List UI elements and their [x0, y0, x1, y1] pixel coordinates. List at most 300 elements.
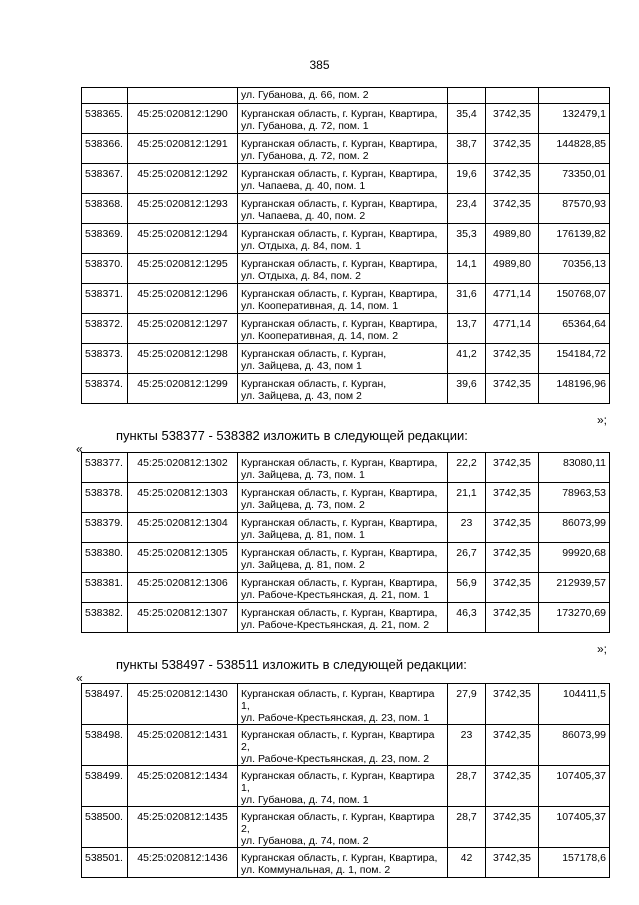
item-number-text: 538499.: [85, 770, 123, 782]
address-cell: [238, 807, 448, 848]
unit-value-cell: [486, 134, 539, 164]
item-number-text: 538382.: [85, 607, 123, 619]
cadastral-number-text: 45:25:020812:1431: [137, 729, 228, 741]
address-cell: [238, 88, 448, 104]
unit-value-cell: [486, 104, 539, 134]
area-text: 42: [460, 852, 473, 864]
address-line-2: ул. Рабоче-Крестьянская, д. 21, пом. 1: [241, 589, 430, 601]
address-cell: [238, 725, 448, 766]
address-cell: [238, 104, 448, 134]
table-row: [82, 543, 610, 573]
cadastral-value-cell: [539, 684, 610, 725]
address-line-1: Курганская область, г. Курган, Квартира,: [241, 607, 438, 619]
table-row: [82, 164, 610, 194]
area-text: 56,9: [456, 577, 477, 589]
item-number-text: 538367.: [85, 168, 123, 180]
address-line-1: Курганская область, г. Курган, Квартира,: [241, 318, 438, 330]
address-cell: [238, 543, 448, 573]
cadastral-number-text: 45:25:020812:1306: [137, 577, 228, 589]
cadastral-value-cell: [539, 513, 610, 543]
unit-value-text: 3742,35: [493, 378, 531, 390]
unit-value-cell: [486, 848, 539, 878]
cadastral-value-text: 107405,37: [556, 811, 606, 823]
property-table-1: [81, 87, 610, 404]
address-line-1: Курганская область, г. Курган, Квартира 2,: [241, 729, 435, 753]
address-line-1: Курганская область, г. Курган, Квартира,: [241, 228, 438, 240]
unit-value-text: 3742,35: [493, 457, 531, 469]
table-row: [82, 766, 610, 807]
table-row: [82, 453, 610, 483]
address-cell: [238, 603, 448, 633]
area-cell: [448, 573, 486, 603]
cadastral-value-cell: [539, 134, 610, 164]
unit-value-cell: [486, 483, 539, 513]
address-line-2: ул. Зайцева, д. 43, пом 1: [241, 360, 362, 372]
address-cell: [238, 164, 448, 194]
unit-value-cell: [486, 453, 539, 483]
area-text: 13,7: [456, 318, 477, 330]
cadastral-number-cell: [128, 284, 238, 314]
area-text: 35,3: [456, 228, 477, 240]
item-number-cell: [82, 543, 128, 573]
area-text: 28,7: [456, 770, 477, 782]
cadastral-value-text: 78963,53: [562, 487, 606, 499]
cadastral-value-text: 99920,68: [562, 547, 606, 559]
cadastral-value-cell: [539, 766, 610, 807]
address-line-1: Курганская область, г. Курган, Квартира,: [241, 577, 438, 589]
address-line-1: Курганская область, г. Курган, Квартира,: [241, 457, 438, 469]
table-row: [82, 88, 610, 104]
cadastral-number-text: 45:25:020812:1298: [137, 348, 228, 360]
cadastral-value-text: 65364,64: [562, 318, 606, 330]
cadastral-value-text: 86073,99: [562, 517, 606, 529]
cadastral-number-text: 45:25:020812:1292: [137, 168, 228, 180]
area-cell: [448, 483, 486, 513]
area-cell: [448, 314, 486, 344]
address-line-1: Курганская область, г. Курган, Квартира,: [241, 108, 438, 120]
page-number: 385: [309, 58, 330, 72]
cadastral-number-cell: [128, 513, 238, 543]
item-number-cell: [82, 573, 128, 603]
cadastral-value-text: 104411,5: [562, 688, 606, 700]
area-cell: [448, 603, 486, 633]
area-text: 19,6: [456, 168, 477, 180]
address-line-1: Курганская область, г. Курган, Квартира,: [241, 288, 438, 300]
item-number-text: 538498.: [85, 729, 123, 741]
unit-value-text: 3742,35: [493, 770, 531, 782]
unit-value-text: 4989,80: [493, 258, 531, 270]
table-row: [82, 344, 610, 374]
item-number-cell: [82, 725, 128, 766]
table-row: [82, 603, 610, 633]
unit-value-cell: [486, 543, 539, 573]
cadastral-value-text: 73350,01: [562, 168, 606, 180]
address-cell: [238, 848, 448, 878]
unit-value-cell: [486, 684, 539, 725]
cadastral-value-cell: [539, 344, 610, 374]
address-line-2: ул. Губанова, д. 72, пом. 2: [241, 150, 369, 162]
area-cell: [448, 807, 486, 848]
cadastral-number-text: 45:25:020812:1302: [137, 457, 228, 469]
address-line-2: ул. Чапаева, д. 40, пом. 1: [241, 180, 366, 192]
cadastral-value-text: 86073,99: [562, 729, 606, 741]
cadastral-value-text: 148196,96: [556, 378, 606, 390]
unit-value-text: 3742,35: [493, 547, 531, 559]
area-cell: [448, 453, 486, 483]
cadastral-value-cell: [539, 314, 610, 344]
cadastral-number-cell: [128, 453, 238, 483]
cadastral-value-text: 150768,07: [556, 288, 606, 300]
cadastral-number-text: 45:25:020812:1430: [137, 688, 228, 700]
area-cell: [448, 284, 486, 314]
address-line-2: ул. Губанова, д. 74, пом. 2: [241, 835, 369, 847]
item-number-text: 538366.: [85, 138, 123, 150]
amendment-instruction-2: пункты 538497 - 538511 изложить в следующей редакции:: [116, 657, 467, 672]
cadastral-number-cell: [128, 483, 238, 513]
item-number-cell: [82, 284, 128, 314]
cadastral-number-text: 45:25:020812:1303: [137, 487, 228, 499]
item-number-cell: [82, 344, 128, 374]
area-cell: [448, 684, 486, 725]
cadastral-value-text: 132479,1: [562, 108, 606, 120]
address-line-1: Курганская область, г. Курган, Квартира 1,: [241, 770, 435, 794]
area-cell: [448, 104, 486, 134]
item-number-cell: [82, 848, 128, 878]
unit-value-cell: [486, 254, 539, 284]
cadastral-value-cell: [539, 453, 610, 483]
table-row: [82, 807, 610, 848]
item-number-cell: [82, 164, 128, 194]
address-line-1: Курганская область, г. Курган,: [241, 378, 387, 390]
address-line-2: ул. Губанова, д. 74, пом. 1: [241, 794, 369, 806]
cadastral-number-text: 45:25:020812:1307: [137, 607, 228, 619]
cadastral-value-cell: [539, 483, 610, 513]
cadastral-number-text: 45:25:020812:1290: [137, 108, 228, 120]
unit-value-cell: [486, 807, 539, 848]
item-number-cell: [82, 766, 128, 807]
table-row: [82, 573, 610, 603]
cadastral-value-cell: [539, 88, 610, 104]
unit-value-text: 3742,35: [493, 198, 531, 210]
cadastral-value-cell: [539, 254, 610, 284]
item-number-cell: [82, 374, 128, 404]
item-number-text: 538378.: [85, 487, 123, 499]
unit-value-text: 3742,35: [493, 607, 531, 619]
unit-value-cell: [486, 573, 539, 603]
cadastral-number-text: 45:25:020812:1291: [137, 138, 228, 150]
table-row: [82, 104, 610, 134]
cadastral-value-text: 154184,72: [556, 348, 606, 360]
item-number-text: 538374.: [85, 378, 123, 390]
cadastral-number-cell: [128, 104, 238, 134]
unit-value-text: 3742,35: [493, 108, 531, 120]
cadastral-value-text: 173270,69: [556, 607, 606, 619]
item-number-cell: [82, 314, 128, 344]
property-table-3: [81, 683, 610, 878]
item-number-text: 538501.: [85, 852, 123, 864]
address-line-1: Курганская область, г. Курган, Квартира,: [241, 138, 438, 150]
unit-value-cell: [486, 194, 539, 224]
unit-value-text: 3742,35: [493, 348, 531, 360]
address-line-2: ул. Зайцева, д. 81, пом. 1: [241, 529, 365, 541]
unit-value-text: 3742,35: [493, 852, 531, 864]
item-number-text: 538373.: [85, 348, 123, 360]
area-text: 23: [460, 517, 473, 529]
address-line-2: ул. Рабоче-Крестьянская, д. 23, пом. 2: [241, 753, 430, 765]
item-number-text: 538368.: [85, 198, 123, 210]
unit-value-cell: [486, 603, 539, 633]
unit-value-cell: [486, 88, 539, 104]
table-row: [82, 513, 610, 543]
area-text: 46,3: [456, 607, 477, 619]
area-cell: [448, 344, 486, 374]
address-line-1: Курганская область, г. Курган,: [241, 348, 387, 360]
cadastral-value-cell: [539, 374, 610, 404]
cadastral-value-text: 107405,37: [556, 770, 606, 782]
cadastral-number-text: 45:25:020812:1296: [137, 288, 228, 300]
cadastral-number-text: 45:25:020812:1305: [137, 547, 228, 559]
table-row: [82, 224, 610, 254]
unit-value-text: 3742,35: [493, 811, 531, 823]
item-number-cell: [82, 603, 128, 633]
item-number-cell: [82, 513, 128, 543]
address-line-2: ул. Коммунальная, д. 1, пом. 2: [241, 864, 391, 876]
address-line-1: Курганская область, г. Курган, Квартира,: [241, 168, 438, 180]
cadastral-number-cell: [128, 374, 238, 404]
opening-quote-1: «: [76, 442, 83, 456]
area-cell: [448, 725, 486, 766]
address-line-1: Курганская область, г. Курган, Квартира 2,: [241, 811, 435, 835]
cadastral-number-text: 45:25:020812:1436: [137, 852, 228, 864]
item-number-cell: [82, 134, 128, 164]
cadastral-number-cell: [128, 848, 238, 878]
table-row: [82, 134, 610, 164]
unit-value-text: 4771,14: [493, 288, 531, 300]
cadastral-number-cell: [128, 164, 238, 194]
table-row: [82, 194, 610, 224]
cadastral-number-cell: [128, 314, 238, 344]
area-cell: [448, 543, 486, 573]
item-number-text: 538369.: [85, 228, 123, 240]
item-number-cell: [82, 88, 128, 104]
unit-value-text: 3742,35: [493, 688, 531, 700]
item-number-cell: [82, 453, 128, 483]
table-row: [82, 848, 610, 878]
area-cell: [448, 164, 486, 194]
area-cell: [448, 374, 486, 404]
address-cell: [238, 224, 448, 254]
area-cell: [448, 224, 486, 254]
address-cell: [238, 344, 448, 374]
cadastral-number-text: 45:25:020812:1297: [137, 318, 228, 330]
cadastral-value-cell: [539, 164, 610, 194]
table-row: [82, 284, 610, 314]
unit-value-cell: [486, 513, 539, 543]
unit-value-cell: [486, 314, 539, 344]
unit-value-text: 3742,35: [493, 517, 531, 529]
address-cell: [238, 573, 448, 603]
cadastral-value-cell: [539, 543, 610, 573]
area-text: 41,2: [456, 348, 477, 360]
cadastral-value-cell: [539, 848, 610, 878]
area-cell: [448, 254, 486, 284]
amendment-instruction-1: пункты 538377 - 538382 изложить в следующей редакции:: [116, 428, 468, 443]
address-line-1: Курганская область, г. Курган, Квартира,: [241, 852, 438, 864]
unit-value-cell: [486, 224, 539, 254]
address-cell: [238, 684, 448, 725]
area-text: 23,4: [456, 198, 477, 210]
unit-value-text: 3742,35: [493, 577, 531, 589]
address-line-2: ул. Зайцева, д. 73, пом. 2: [241, 499, 365, 511]
cadastral-number-text: 45:25:020812:1434: [137, 770, 228, 782]
item-number-cell: [82, 224, 128, 254]
item-number-cell: [82, 807, 128, 848]
table-row: [82, 725, 610, 766]
unit-value-cell: [486, 766, 539, 807]
cadastral-number-text: 45:25:020812:1435: [137, 811, 228, 823]
cadastral-number-text: 45:25:020812:1299: [137, 378, 228, 390]
address-cell: [238, 766, 448, 807]
cadastral-number-cell: [128, 603, 238, 633]
cadastral-value-cell: [539, 224, 610, 254]
area-cell: [448, 766, 486, 807]
table-row: [82, 254, 610, 284]
cadastral-number-text: 45:25:020812:1304: [137, 517, 228, 529]
address-line-2: ул. Отдыха, д. 84, пом. 1: [241, 240, 361, 252]
address-line-2: ул. Рабоче-Крестьянская, д. 23, пом. 1: [241, 712, 430, 724]
cadastral-number-cell: [128, 194, 238, 224]
area-text: 35,4: [456, 108, 477, 120]
cadastral-value-text: 212939,57: [556, 577, 606, 589]
unit-value-text: 3742,35: [493, 729, 531, 741]
cadastral-number-cell: [128, 543, 238, 573]
item-number-text: 538379.: [85, 517, 123, 529]
opening-quote-2: «: [76, 671, 83, 685]
address-line-1: Курганская область, г. Курган, Квартира 1,: [241, 688, 435, 712]
cadastral-value-cell: [539, 573, 610, 603]
address-line-2: ул. Чапаева, д. 40, пом. 2: [241, 210, 366, 222]
area-text: 39,6: [456, 378, 477, 390]
address-cell: [238, 453, 448, 483]
item-number-text: 538371.: [85, 288, 123, 300]
address-line-2: ул. Губанова, д. 72, пом. 1: [241, 120, 369, 132]
cadastral-number-cell: [128, 254, 238, 284]
item-number-cell: [82, 254, 128, 284]
cadastral-number-cell: [128, 224, 238, 254]
address-line-2: ул. Кооперативная, д. 14, пом. 2: [241, 330, 399, 342]
address-line-2: ул. Зайцева, д. 73, пом. 1: [241, 469, 365, 481]
address-cell: [238, 483, 448, 513]
address-line-1: Курганская область, г. Курган, Квартира,: [241, 198, 438, 210]
item-number-text: 538380.: [85, 547, 123, 559]
unit-value-text: 3742,35: [493, 168, 531, 180]
unit-value-text: 3742,35: [493, 487, 531, 499]
area-text: 27,9: [456, 688, 477, 700]
table-row: [82, 314, 610, 344]
unit-value-cell: [486, 344, 539, 374]
item-number-cell: [82, 194, 128, 224]
unit-value-cell: [486, 164, 539, 194]
unit-value-text: 3742,35: [493, 138, 531, 150]
address-line-1: ул. Губанова, д. 66, пом. 2: [241, 89, 369, 101]
cadastral-number-cell: [128, 684, 238, 725]
area-cell: [448, 848, 486, 878]
cadastral-value-text: 87570,93: [562, 198, 606, 210]
area-text: 26,7: [456, 547, 477, 559]
area-cell: [448, 88, 486, 104]
area-cell: [448, 194, 486, 224]
area-text: 38,7: [456, 138, 477, 150]
cadastral-value-text: 157178,6: [562, 852, 606, 864]
address-cell: [238, 134, 448, 164]
cadastral-number-text: 45:25:020812:1293: [137, 198, 228, 210]
cadastral-number-cell: [128, 766, 238, 807]
item-number-text: 538370.: [85, 258, 123, 270]
property-table-2: [81, 452, 610, 633]
cadastral-value-cell: [539, 603, 610, 633]
address-line-1: Курганская область, г. Курган, Квартира,: [241, 487, 438, 499]
item-number-text: 538381.: [85, 577, 123, 589]
address-line-2: ул. Зайцева, д. 43, пом 2: [241, 390, 362, 402]
table-row: [82, 684, 610, 725]
address-cell: [238, 314, 448, 344]
cadastral-value-cell: [539, 104, 610, 134]
address-cell: [238, 284, 448, 314]
area-text: 31,6: [456, 288, 477, 300]
cadastral-value-text: 144828,85: [556, 138, 606, 150]
unit-value-text: 4771,14: [493, 318, 531, 330]
cadastral-number-cell: [128, 725, 238, 766]
address-line-1: Курганская область, г. Курган, Квартира,: [241, 517, 438, 529]
cadastral-value-cell: [539, 194, 610, 224]
area-text: 23: [460, 729, 473, 741]
unit-value-cell: [486, 725, 539, 766]
address-cell: [238, 374, 448, 404]
cadastral-value-text: 83080,11: [562, 457, 606, 469]
area-cell: [448, 134, 486, 164]
item-number-cell: [82, 483, 128, 513]
item-number-text: 538377.: [85, 457, 123, 469]
item-number-cell: [82, 104, 128, 134]
table-row: [82, 374, 610, 404]
cadastral-value-cell: [539, 725, 610, 766]
unit-value-cell: [486, 284, 539, 314]
item-number-text: 538372.: [85, 318, 123, 330]
address-line-2: ул. Отдыха, д. 84, пом. 2: [241, 270, 361, 282]
cadastral-number-cell: [128, 134, 238, 164]
cadastral-value-text: 176139,82: [556, 228, 606, 240]
cadastral-number-cell: [128, 344, 238, 374]
address-cell: [238, 513, 448, 543]
cadastral-number-cell: [128, 807, 238, 848]
closing-quote-1: »;: [596, 413, 607, 427]
address-line-1: Курганская область, г. Курган, Квартира,: [241, 547, 438, 559]
cadastral-value-cell: [539, 807, 610, 848]
cadastral-number-text: 45:25:020812:1295: [137, 258, 228, 270]
cadastral-value-text: 70356,13: [562, 258, 606, 270]
item-number-text: 538500.: [85, 811, 123, 823]
area-text: 22,2: [456, 457, 477, 469]
item-number-text: 538497.: [85, 688, 123, 700]
address-line-1: Курганская область, г. Курган, Квартира,: [241, 258, 438, 270]
item-number-cell: [82, 684, 128, 725]
unit-value-cell: [486, 374, 539, 404]
area-text: 21,1: [456, 487, 477, 499]
cadastral-number-cell: [128, 573, 238, 603]
cadastral-number-cell: [128, 88, 238, 104]
area-text: 28,7: [456, 811, 477, 823]
table-row: [82, 483, 610, 513]
